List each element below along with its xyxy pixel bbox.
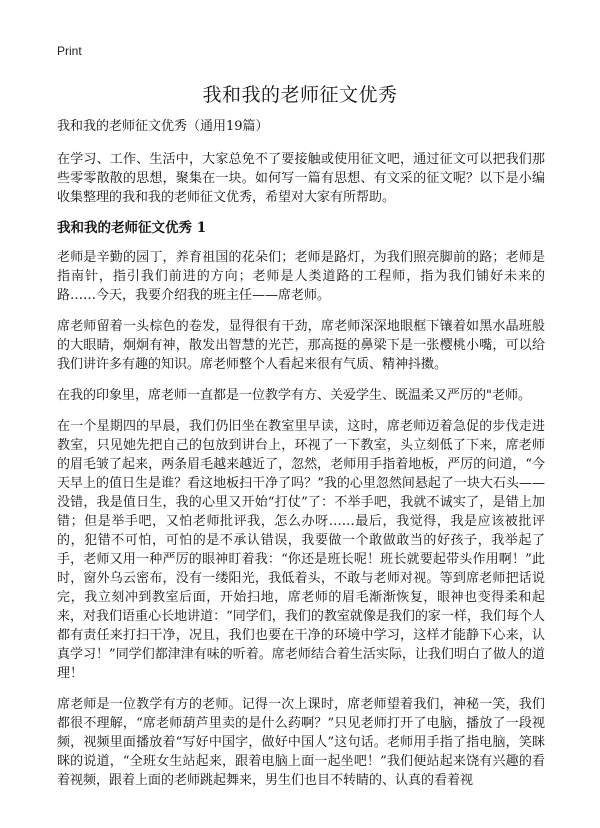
body-paragraph-3: 在我的印象里，席老师一直都是一位教学有方、关爱学生、既温柔又严厉的"老师。 xyxy=(57,388,531,403)
body-paragraph-5: 席老师是一位教学有方的老师。记得一次上课时，席老师望着我们，神秘一笑，我们都很不理解，“席老师葫芦里卖的是什么药啊？”只见老师打开了电脑，播放了一段视频，视频里面播放着“写好中国字，做好中国人”这句话。老师用手指了指电脑，笑眯眯的说道，“全班女生站起来，跟着电脑上面一起坐吧！”我们便站起来饶有兴趣的看着视频，跟着上面的老师跳起舞来，男生们也目不转睛的、认真的看着视 xyxy=(57,697,545,788)
body-paragraph-4: 在一个星期四的早晨，我们仍旧坐在教室里早读，这时，席老师迈着急促的步伐走进教室，只见她先把自己的包放到讲台上，环视了一下教室，头立刻低了下来，席老师的眉毛皱了起来，两条眉毛越来越近了，忽然，老师用手指着地板，严厉的问道，“今天早上的值日生是谁？看这地板扫干净了吗？”我的心里忽然间悬起了一块大石头——没错，我是值日生，我的心里又开始“打仗”了：不举手吧，我就不诚实了，是错上加错；但是举手吧，又怕老师批评我，怎么办呀……最后，我觉得，我是应该被批评的，犯错不可怕，可怕的是不承认错误，我要做一个敢做敢当的好孩子，我举起了手，老师又用一种严厉的眼神盯着我：“你还是班长呢！班长就要起带头作用啊！”此时，窗外乌云密布，没有一缕阳光，我低着头，不敢与老师对视。等到席老师把话说完，我立刻冲到教室后面，开始扫地，席老师的眉毛渐渐恢复，眼神也变得柔和起来，对我们语重心长地讲道：“同学们，我们的教室就像是我们的家一样，我们每个人都有责任来打扫干净，况且，我们也要在干净的环境中学习，这样才能静下心来，认真学习！”同学们都津津有味的听着。席老师结合着生活实际，让我们明白了做人的道理！ xyxy=(57,419,545,681)
article-body xyxy=(57,118,545,802)
page-title: 我和我的老师征文优秀 xyxy=(202,84,398,106)
article-subtitle: 我和我的老师征文优秀（通用19篇） xyxy=(57,119,269,134)
intro-paragraph: 在学习、工作、生活中，大家总免不了要接触或使用征文吧，通过征文可以把我们那些零零散散的思想，聚集在一块。如何写一篇有思想、有文采的征文呢？以下是小编收集整理的我和我的老师征文优秀，希望对大家有所帮助。 xyxy=(57,152,545,205)
print-link[interactable]: Print xyxy=(57,44,82,58)
body-paragraph-1: 老师是辛勤的园丁，养育祖国的花朵们；老师是路灯，为我们照亮脚前的路；老师是指南针，指引我们前进的方向；老师是人类道路的工程师，指为我们铺好未来的路……今天，我要介绍我的班主任——席老师。 xyxy=(57,250,545,303)
body-paragraph-2: 席老师留着一头棕色的卷发，显得很有干劲，席老师深深地眼框下镶着如黑水晶班般的大眼睛，炯炯有神，散发出智慧的光芒，那高挺的鼻梁下是一张樱桃小嘴，可以给我们讲许多有趣的知识。席老师整个人看起来很有气质、精神抖擞。 xyxy=(57,319,545,372)
section-heading: 我和我的老师征文优秀 1 xyxy=(57,220,207,236)
